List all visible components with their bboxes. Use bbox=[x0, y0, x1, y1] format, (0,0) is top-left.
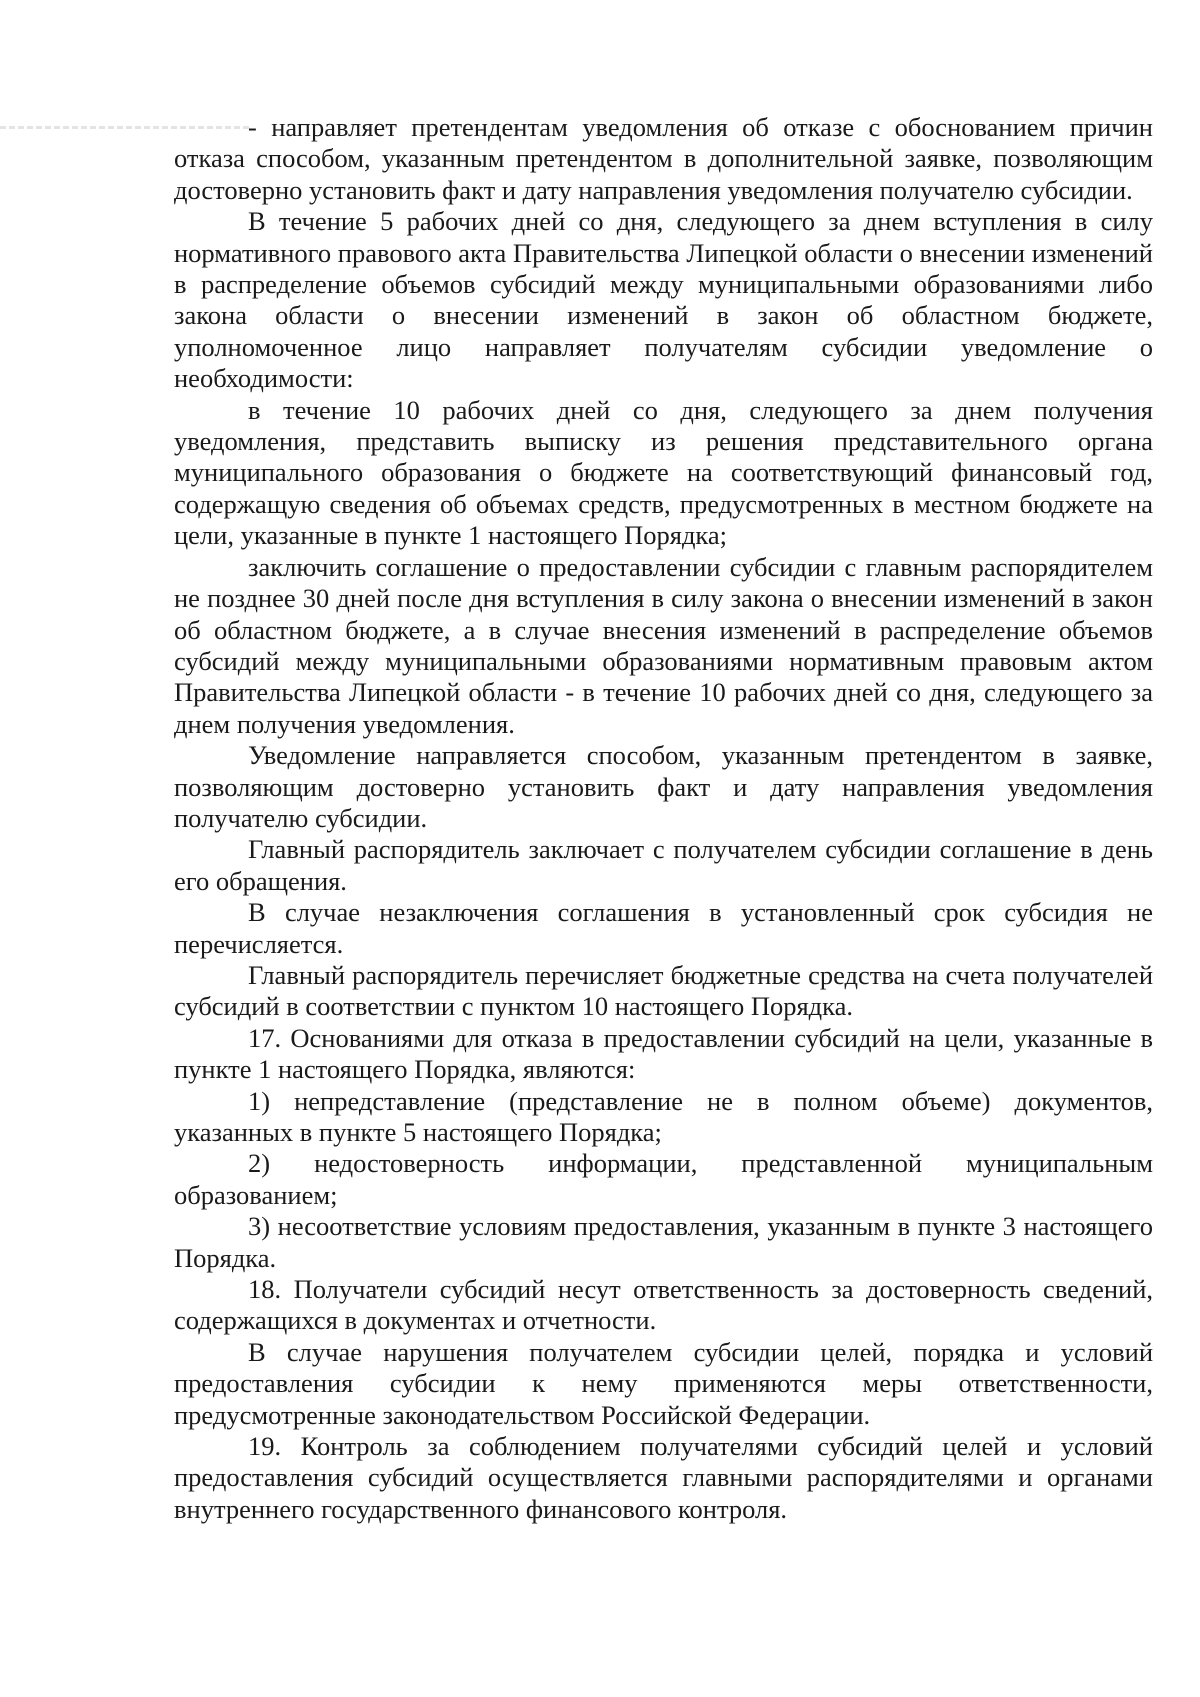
paragraph-violation: В случае нарушения получателем субсидии целей, порядка и условий предоставления субсидии к нему применяются меры ответственности, предусмотренные законодательством Российской Федерации. bbox=[174, 1336, 1153, 1430]
paragraph-item-18: 18. Получатели субсидий несут ответственность за достоверность сведений, содержащихся в документах и отчетности. bbox=[174, 1274, 1153, 1336]
document-page bbox=[174, 112, 1153, 1525]
paragraph-notification-method: Уведомление направляется способом, указанным претендентом в заявке, позволяющим достоверно установить факт и дату направления уведомления получателю субсидии. bbox=[174, 740, 1153, 833]
paragraph-conclude-agreement: заключить соглашение о предоставлении субсидии с главным распорядителем не позднее 30 дней после дня вступления в силу закона о внесении изменений в закон об областном бюджете, а в случае внесения изменений в распределение объемов субсидий между муниципальными образованиями нормативным правовым актом Правительства Липецкой области - в течение 10 рабочих дней со дня, следующего за днем получения уведомления. bbox=[174, 551, 1153, 739]
paragraph-agreement-day: Главный распорядитель заключает с получателем субсидии соглашение в день его обращения. bbox=[174, 834, 1153, 896]
paragraph-no-agreement: В случае незаключения соглашения в установленный срок субсидия не перечисляется. bbox=[174, 897, 1153, 959]
paragraph-item-17-3: 3) несоответствие условиям предоставления, указанным в пункте 3 настоящего Порядка. bbox=[174, 1211, 1153, 1273]
paragraph-rejection-notice: - направляет претендентам уведомления об отказе с обоснованием причин отказа способом, указанным претендентом в дополнительной заявке, позволяющим достоверно установить факт и дату направления уведомления получателю субсидии. bbox=[174, 112, 1153, 205]
paragraph-transfer-funds: Главный распорядитель перечисляет бюджетные средства на счета получателей субсидий в соответствии с пунктом 10 настоящего Порядка. bbox=[174, 959, 1153, 1022]
paragraph-item-17-1: 1) непредставление (представление не в полном объеме) документов, указанных в пункте 5 настоящего Порядка; bbox=[174, 1085, 1153, 1147]
paragraph-notification-term: В течение 5 рабочих дней со дня, следующего за днем вступления в силу нормативного правового акта Правительства Липецкой области о внесении изменений в распределение объемов субсидий между муниципальными образованиями либо закона области о внесении изменений в закон об областном бюджете, уполномоченное лицо направляет получателям субсидии уведомление о необходимости: bbox=[174, 206, 1153, 394]
paragraph-submit-extract: в течение 10 рабочих дней со дня, следующего за днем получения уведомления, представить выписку из решения представительного органа муниципального образования о бюджете на соответствующий финансовый год, содержащую сведения об объемах средств, предусмотренных в местном бюджете на цели, указанные в пункте 1 настоящего Порядка; bbox=[174, 394, 1153, 551]
paragraph-item-17-2: 2) недостоверность информации, представленной муниципальным образованием; bbox=[174, 1148, 1153, 1210]
paragraph-item-19: 19. Контроль за соблюдением получателями субсидий целей и условий предоставления субсидий осуществляется главными распорядителями и органами внутреннего государственного финансового контроля. bbox=[174, 1431, 1153, 1524]
paragraph-item-17: 17. Основаниями для отказа в предоставлении субсидий на цели, указанные в пункте 1 настоящего Порядка, являются: bbox=[174, 1022, 1153, 1085]
